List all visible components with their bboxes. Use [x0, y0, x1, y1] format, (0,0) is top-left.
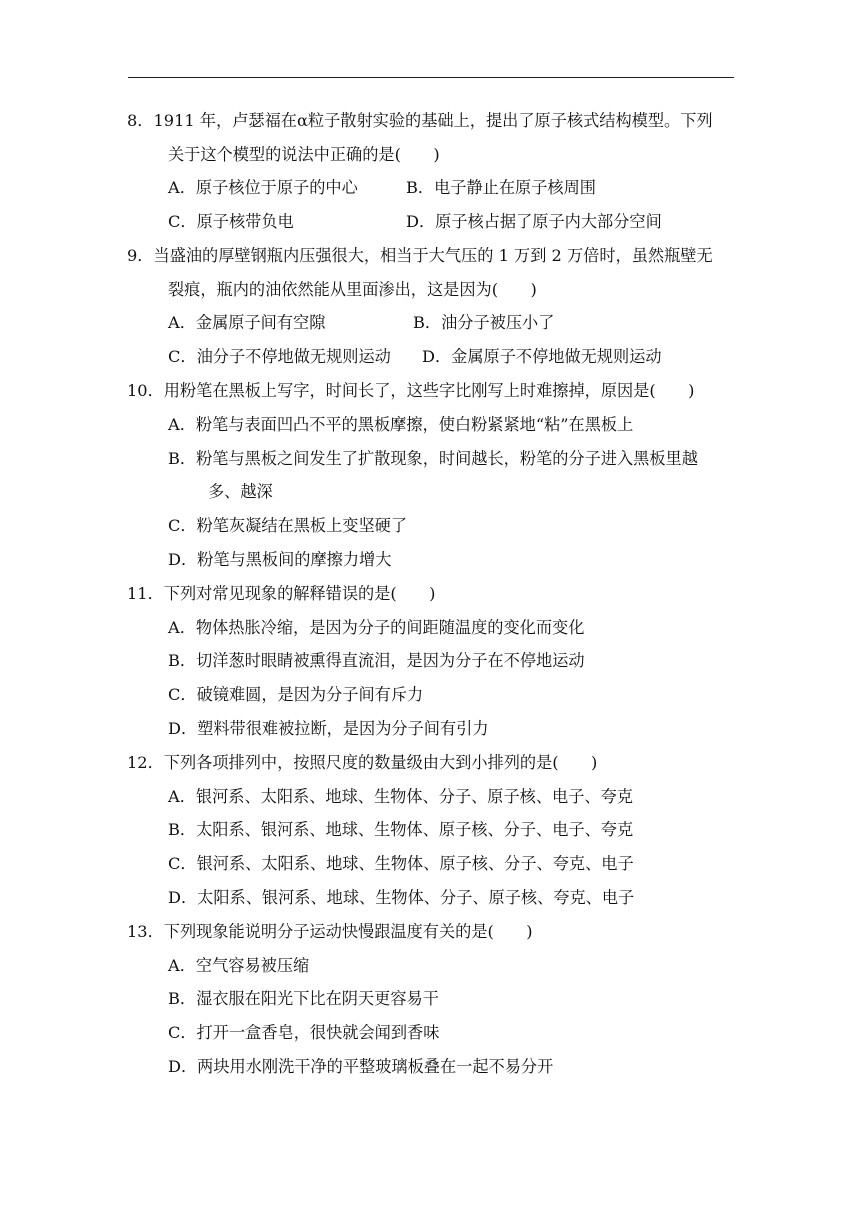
question-11-stem: 11．下列对常见现象的解释错误的是( ) [127, 584, 436, 603]
question-11-option-b[interactable]: B．切洋葱时眼睛被熏得直流泪，是因为分子在不停地运动 [168, 651, 585, 670]
question-9-option-c[interactable]: C．油分子不停地做无规则运动 [168, 347, 391, 366]
question-11-option-d[interactable]: D．塑料带很难被拉断，是因为分子间有引力 [168, 719, 489, 738]
question-12-option-a[interactable]: A．银河系、太阳系、地球、生物体、分子、原子核、电子、夸克 [168, 787, 633, 806]
header-rule [128, 77, 734, 78]
question-12-option-c[interactable]: C．银河系、太阳系、地球、生物体、原子核、分子、夸克、电子 [168, 854, 634, 873]
question-10-option-b-cont: 多、越深 [208, 482, 273, 501]
question-9-stem: 9．当盛油的厚壁钢瓶内压强很大，相当于大气压的 1 万到 2 万倍时，虽然瓶壁无 [127, 246, 713, 265]
question-13-option-c[interactable]: C．打开一盒香皂，很快就会闻到香味 [168, 1023, 440, 1042]
question-11-option-c[interactable]: C．破镜难圆，是因为分子间有斥力 [168, 685, 424, 704]
question-13-option-d[interactable]: D．两块用水刚洗干净的平整玻璃板叠在一起不易分开 [168, 1057, 554, 1076]
question-13-stem: 13．下列现象能说明分子运动快慢跟温度有关的是( ) [127, 922, 533, 941]
question-8-stem: 8．1911 年，卢瑟福在α粒子散射实验的基础上，提出了原子核式结构模型。下列 [127, 111, 713, 130]
question-9-option-d[interactable]: D．金属原子不停地做无规则运动 [422, 347, 662, 366]
question-9-stem-cont: 裂痕，瓶内的油依然能从里面渗出，这是因为( ) [168, 280, 537, 299]
question-8-option-a[interactable]: A．原子核位于原子的中心 [168, 178, 358, 197]
question-13-option-a[interactable]: A．空气容易被压缩 [168, 956, 310, 975]
question-8-option-c[interactable]: C．原子核带负电 [168, 212, 294, 231]
question-8-option-b[interactable]: B．电子静止在原子核周围 [406, 178, 596, 197]
question-10-option-a[interactable]: A．粉笔与表面凹凸不平的黑板摩擦，使白粉紧紧地“粘”在黑板上 [168, 415, 634, 434]
question-12-option-d[interactable]: D．太阳系、银河系、地球、生物体、分子、原子核、夸克、电子 [168, 888, 635, 907]
question-8-option-d[interactable]: D．原子核占据了原子内大部分空间 [406, 212, 662, 231]
question-13-option-b[interactable]: B．湿衣服在阳光下比在阴天更容易干 [168, 989, 439, 1008]
question-10-stem: 10．用粉笔在黑板上写字，时间长了，这些字比刚写上时难擦掉，原因是( ) [127, 381, 695, 400]
question-10-option-c[interactable]: C．粉笔灰凝结在黑板上变坚硬了 [168, 516, 408, 535]
question-10-option-b[interactable]: B．粉笔与黑板之间发生了扩散现象，时间越长，粉笔的分子进入黑板里越 [168, 449, 698, 468]
question-9-option-a[interactable]: A．金属原子间有空隙 [168, 313, 326, 332]
question-8-stem-cont: 关于这个模型的说法中正确的是( ) [168, 145, 440, 164]
question-9-option-b[interactable]: B．油分子被压小了 [413, 313, 555, 332]
question-10-option-d[interactable]: D．粉笔与黑板间的摩擦力增大 [168, 550, 392, 569]
question-12-option-b[interactable]: B．太阳系、银河系、地球、生物体、原子核、分子、电子、夸克 [168, 820, 634, 839]
question-11-option-a[interactable]: A．物体热胀冷缩，是因为分子的间距随温度的变化而变化 [168, 618, 585, 637]
question-12-stem: 12．下列各项排列中，按照尺度的数量级由大到小排列的是( ) [127, 753, 598, 772]
